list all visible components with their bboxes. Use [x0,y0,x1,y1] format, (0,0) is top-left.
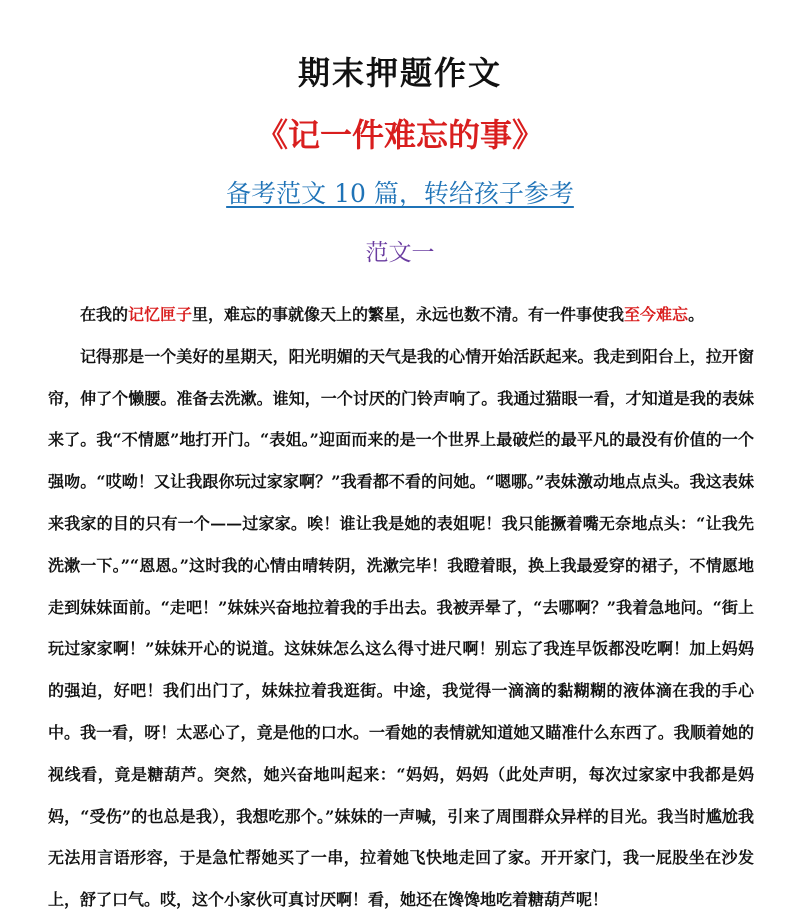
paragraph-intro [48,294,754,336]
section-heading: 范文一 [365,240,435,266]
intro-text-2: 里，难忘的事就像天上的繁星，永远也数不清。有一件事使我 [192,305,625,324]
paragraph-story: 记得那是一个美好的星期天，阳光明媚的天气是我的心情开始活跃起来。我走到阳台上，拉开窗帘，伸了个懒腰。准备去洗漱。谁知，一个讨厌的门铃声响了。我通过猫眼一看，才知道是我的表妹来了。我“不情愿”地打开门。“表姐。”迎面而来的是一个世界上最破烂的最平凡的最没有价值的一个强吻。“哎呦！又让我跟你玩过家家啊？”我看都不看的问她。“嗯哪。”表妹激动地点点头。我这表妹来我家的目的只有一个——过家家。唉！谁让我是她的表姐呢！我只能撅着嘴无奈地点头：“让我先洗漱一下。”“恩恩。”这时我的心情由晴转阴，洗漱完毕！我瞪着眼，换上我最爱穿的裙子，不情愿地走到妹妹面前。“走吧！”妹妹兴奋地拉着我的手出去。我被弄晕了，“去哪啊？”我着急地问。“街上玩过家家啊！”妹妹开心的说道。这妹妹怎么这么得寸进尺啊！别忘了我连早饭都没吃啊！加上妈妈的强迫，好吧！我们出门了，妹妹拉着我逛街。中途，我觉得一滴滴的黏糊糊的液体滴在我的手心中。我一看，呀！太恶心了，竟是他的口水。一看她的表情就知道她又瞄准什么东西了。我顺着她的视线看，竟是糖葫芦。突然，她兴奋地叫起来：“妈妈，妈妈（此处声明，每次过家家中我都是妈妈，“受伤”的也总是我），我想吃那个。”妹妹的一声喊，引来了周围群众异样的目光。我当时尴尬我无法用言语形容，于是急忙帮她买了一串，拉着她飞快地走回了家。开开家门，我一屁股坐在沙发上，舒了口气。哎，这个小家伙可真讨厌啊！看，她还在馋馋地吃着糖葫芦呢！ [48,346,754,910]
highlight-memory-box: 记忆匣子 [128,305,193,324]
essay-body [48,294,754,921]
sample-essays-link[interactable]: 备考范文 10 篇，转给孩子参考 [226,179,574,208]
intro-text-3: 。 [688,305,705,324]
intro-text-1: 在我的 [80,305,129,324]
essay-topic-title: 《记一件难忘的事》 [255,116,544,154]
document-title: 期末押题作文 [297,54,502,92]
highlight-unforgettable: 至今难忘 [624,305,689,324]
